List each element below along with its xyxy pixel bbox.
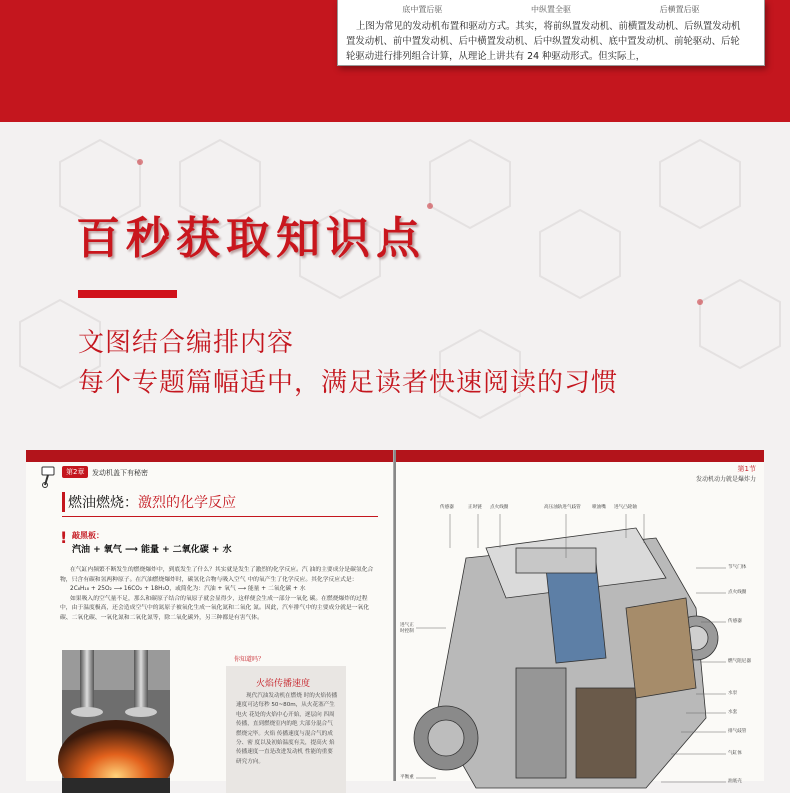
callout-damper: 燃气阻尼器 xyxy=(728,659,751,664)
section-accent-bar xyxy=(62,492,65,512)
combustion-photo xyxy=(62,650,170,793)
board-equation: 汽油 + 氧气 ⟶ 能量 + 二氧化碳 + 水 xyxy=(72,545,232,555)
callout-sensor-right: 传感器 xyxy=(728,619,742,624)
body-paragraph-3: 如果吸入的空气量不足，那么和碳原子结合的氧原子就会显得少，这样便会生成一部分一氧化 碳。在燃烧爆炸的过程中，由于温度极高，还会造成空气中的氮原子被氧化生成一氧化氮和二氧化 氮。因此，汽车排气中的主要成分就是一氧化碳、二氧化碳、一氧化氮和二氧化氮等，除二氧化碳外，另三种都是有害气体。 xyxy=(60,595,370,621)
callout-oil-pan: 油底壳 xyxy=(728,779,742,784)
section-subtitle: 发动机动力就是爆炸力 xyxy=(695,476,756,483)
callout-intake-camshaft: 进气凸轮轴 xyxy=(614,505,637,510)
excerpt-line-1: 上图为常见的发动机布置和驱动方式。其实，将前纵置发动机、前横置发动机、后纵置发动机 xyxy=(356,21,741,32)
section-divider xyxy=(62,516,378,517)
caption-2: 中纵置全驱 xyxy=(530,5,571,14)
callout-ignition-coil-right: 点火线圈 xyxy=(728,590,747,595)
body-paragraph-1: 在气缸内频繁不断发生的燃烧爆炸中，到底发生了什么？其实就是发生了激烈的化学反应。汽 油的主要成分是碳氢化合物，只含有碳和氢两种原子。在汽油燃烧爆炸时，碳氢化合物与吸入空气 中的氧产生了化学反应。其化学反应式是： xyxy=(60,567,374,583)
callout-fuel-rail: 高压油轨进气歧管 xyxy=(544,505,581,510)
callout-water-jacket: 水套 xyxy=(728,710,738,715)
headline: 百秒获取知识点 xyxy=(76,213,426,264)
chapter-badge: 第2章 xyxy=(62,466,88,478)
callout-balance-weight: 平衡重 xyxy=(400,775,414,780)
subheading-line-2: 每个专题篇幅适中，满足读者快速阅读的习惯 xyxy=(78,368,619,398)
section-title-sub: 激烈的化学反应 xyxy=(138,495,236,511)
section-number: 第1节 xyxy=(737,465,756,473)
chapter-title: 发动机盖下有秘密 xyxy=(92,469,148,477)
board-label: 敲黑板： xyxy=(72,531,104,540)
book-excerpt-card xyxy=(337,0,765,66)
body-text xyxy=(60,566,376,624)
exclamation-icon: ! xyxy=(60,528,68,547)
section-title-main: 燃油燃烧： xyxy=(68,495,138,511)
callout-timing-chain: 正时链 xyxy=(468,505,482,510)
book-left-page xyxy=(26,450,394,781)
did-you-know-tag: 你知道吗？ xyxy=(234,656,265,663)
did-you-know-title: 火焰传播速度 xyxy=(256,679,311,689)
callout-water-pump: 水泵 xyxy=(728,691,738,696)
excerpt-paragraph xyxy=(338,15,764,64)
book-right-page xyxy=(396,450,764,784)
callout-intake-timing: 进气正时控制 xyxy=(400,623,414,634)
callout-cylinder-block: 气缸体 xyxy=(728,751,742,756)
callout-ignition-coil-top: 点火线圈 xyxy=(490,505,509,510)
body-paragraph-2: 2C₈H₁₈ + 25O₂ ⟶ 16CO₂ + 18H₂O，或简化为：汽油 + 氧气 ⟶ 能量 + 二氧化碳 + 水 xyxy=(70,586,306,593)
excerpt-line-2: 置发动机、前中置发动机、后中横置发动机、后中纵置发动机、底中置发动机、前轮驱动、后轮 xyxy=(346,36,740,47)
subheading-line-1: 文图结合编排内容 xyxy=(78,328,295,358)
headline-underline xyxy=(78,290,177,298)
callout-exhaust-manifold: 排气歧管 xyxy=(728,729,747,734)
callout-sensor-top: 传感器 xyxy=(440,505,454,510)
engine-cutaway-illustration xyxy=(396,488,764,793)
did-you-know-text: 现代汽油发动机在燃烧 时的火焰传播速度可达每秒 50~80m，从火花塞产生电火 花处的火焰中心开始，逐层向 四周传播，直到燃烧室内的绝 大部分混合气燃烧完毕。火焰 传播速度与混合气的成分、密 度以及初始温度有关，提高火 焰传播速度一直是改进发动机 性能的重要研究方向。 xyxy=(236,693,338,765)
excerpt-line-3: 轮驱动进行排列组合计算，从理论上讲共有 24 种驱动形式。但实际上， xyxy=(346,51,646,62)
figure-captions xyxy=(338,0,764,15)
caption-3: 后横置后驱 xyxy=(659,5,700,14)
callout-injector: 喷油嘴 xyxy=(592,505,606,510)
hexagon-pattern xyxy=(0,122,790,452)
piston-icon xyxy=(36,464,60,488)
section-title xyxy=(68,492,236,512)
callout-throttle-body: 节气门体 xyxy=(728,565,747,570)
caption-1: 底中置后驱 xyxy=(402,5,443,14)
